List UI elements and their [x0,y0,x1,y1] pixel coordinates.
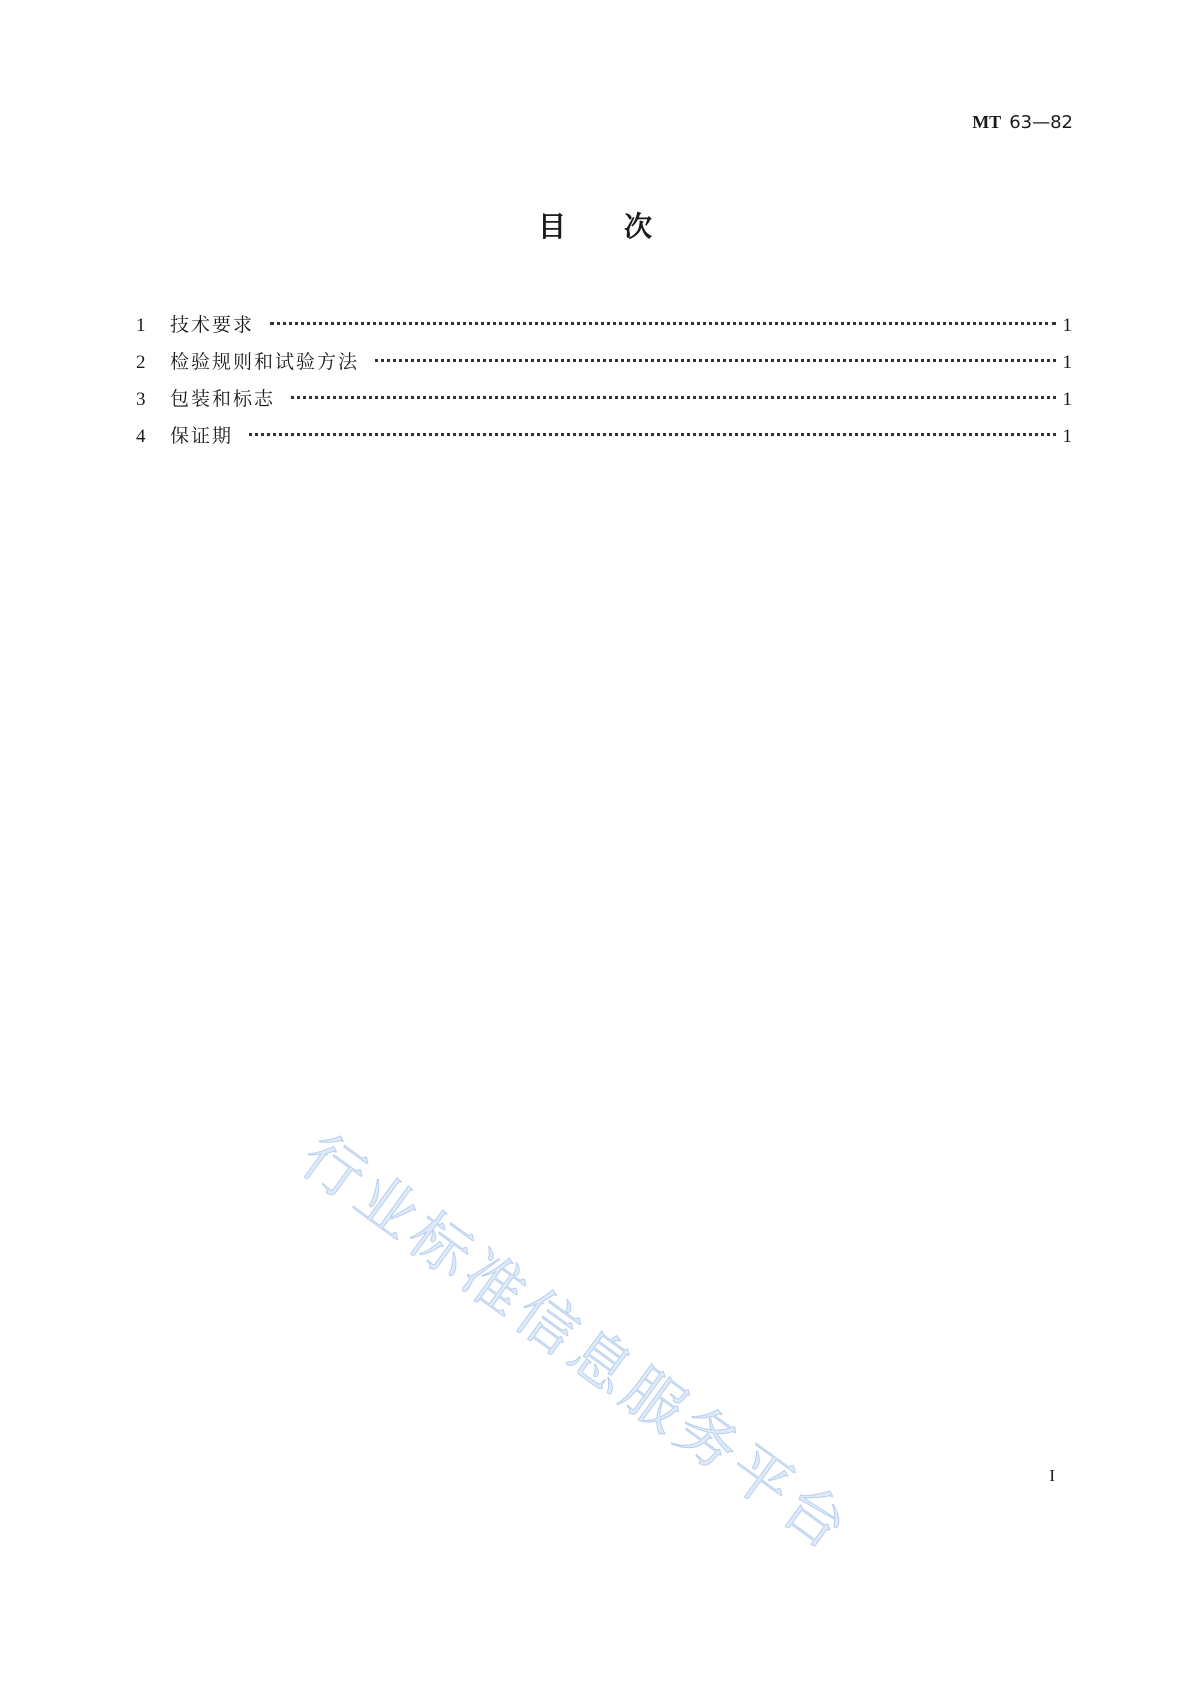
toc-dot-leader [291,396,1056,399]
toc-entry-title: 保证期 [170,425,234,447]
toc-entry-title: 技术要求 [170,314,255,336]
standard-prefix: MT [972,112,1002,132]
toc-title: 目次 [537,210,710,243]
toc-entry[interactable] [136,347,1072,384]
toc-entry-title: 包装和标志 [170,388,276,410]
toc-entry-page: 1 [1062,352,1072,373]
toc-entry[interactable] [136,310,1072,347]
toc-entry-number: 4 [136,426,146,447]
toc-entry-title: 检验规则和试验方法 [170,351,360,373]
standard-code [972,112,1073,133]
toc-entry[interactable] [136,384,1072,421]
toc-entry[interactable] [136,421,1072,458]
toc-entry-number: 2 [136,352,146,373]
toc-dot-leader [249,433,1056,436]
toc-list [136,310,1072,458]
toc-entry-page: 1 [1062,426,1072,447]
toc-entry-number: 1 [136,315,146,336]
standard-number: 63—82 [1009,112,1073,133]
page-number: I [1049,1466,1055,1485]
toc-dot-leader [270,322,1056,325]
toc-dot-leader [375,359,1056,362]
toc-entry-number: 3 [136,389,146,410]
watermark: 行业标准信息服务平台 [288,1121,864,1567]
toc-entry-page: 1 [1062,389,1072,410]
toc-entry-page: 1 [1062,315,1072,336]
